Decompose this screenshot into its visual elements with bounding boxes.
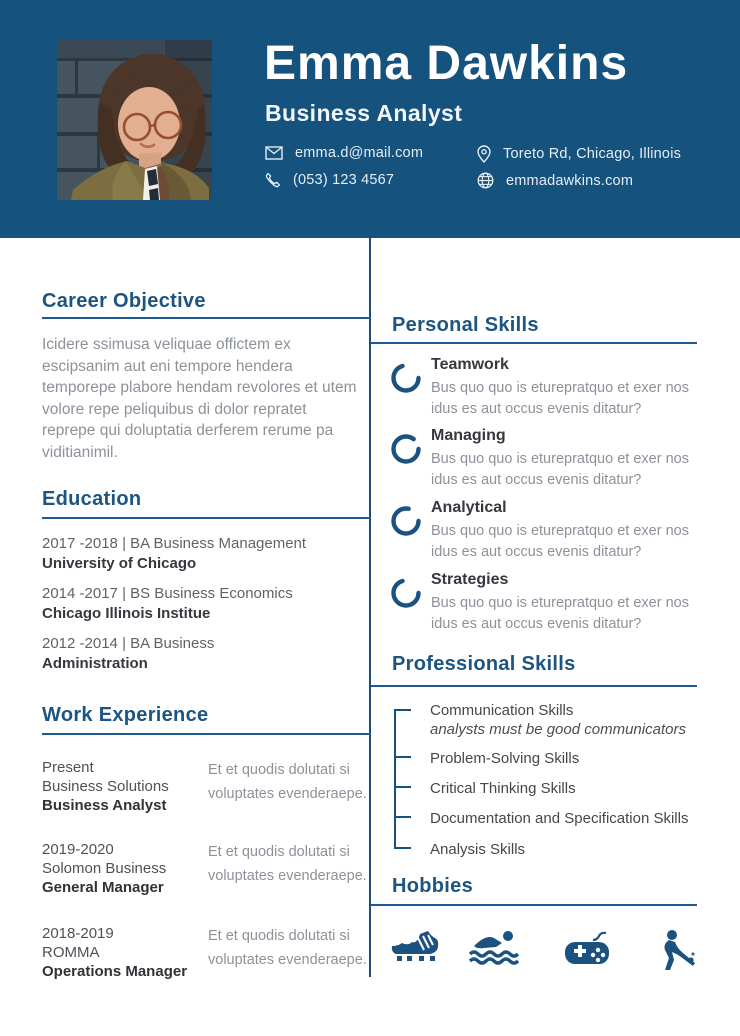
contact-address [477,145,681,163]
work-experience-rule [42,733,371,735]
professional-skill-item [430,779,710,798]
bracket-tick [394,847,411,849]
personal-skills-rule [371,342,697,344]
professional-skills-rule [371,685,697,687]
work-experience-meta [42,758,207,815]
professional-skill-label: Analysis Skills [430,841,526,858]
golf-icon [655,930,699,972]
professional-skill-item [430,749,710,768]
work-experience-heading: Work Experience [42,704,209,726]
education-entry [42,534,372,574]
personal-skill-description: Bus quo quo is eturepratquo et exer nos idus es aut occus evenis ditatur? [431,595,689,632]
globe-icon [477,172,494,189]
contact-website-text: emmadawkins.com [506,172,634,189]
person-name: Emma Dawkins [264,37,629,90]
professional-skill-label: Communication Skills [430,702,574,719]
personal-skill-name: Analytical [431,499,507,516]
work-description: Et et quodis dolutati si voluptates evenderaepe. [208,844,367,884]
bracket-tick [394,816,411,818]
gamepad-icon [563,930,613,968]
personal-skill-name: Teamwork [431,356,509,373]
education-school: University of Chicago [42,555,197,572]
professional-skill-label: Problem-Solving Skills [430,750,580,767]
professional-skill-item [430,840,710,859]
bracket-tick [394,709,411,711]
email-icon [265,146,283,160]
work-description: Et et quodis dolutati si voluptates evenderaepe. [208,928,367,968]
education-school: Administration [42,655,148,672]
education-entry [42,584,372,624]
personal-skill-description: Bus quo quo is eturepratquo et exer nos idus es aut occus evenis ditatur? [431,451,689,488]
education-school: Chicago Illinois Institue [42,605,211,622]
header [0,0,740,238]
contact-phone [265,172,394,188]
progress-ring-icon [390,362,422,394]
phone-icon [265,172,281,188]
profile-photo [57,40,212,200]
work-experience-meta [42,924,207,981]
personal-skills-heading: Personal Skills [392,314,539,336]
personal-skill-name: Managing [431,427,506,444]
bracket-tick [394,786,411,788]
work-period: 2019-2020 [42,841,114,858]
professional-skill-label: Documentation and Specification Skills [430,810,689,827]
progress-ring-icon [390,433,422,465]
contact-phone-text: (053) 123 4567 [293,172,395,188]
professional-skills-heading: Professional Skills [392,653,576,675]
work-description: Et et quodis dolutati si voluptates evenderaepe. [208,762,367,802]
work-role: General Manager [42,879,164,896]
work-company: Business Solutions [42,778,169,795]
work-company: ROMMA [42,944,100,961]
education-period-degree: 2014 -2017 | BS Business Economics [42,585,293,602]
contact-address-text: Toreto Rd, Chicago, Illinois [503,146,682,162]
person-title: Business Analyst [265,100,463,126]
work-company: Solomon Business [42,860,167,877]
personal-skill-description: Bus quo quo is eturepratquo et exer nos idus es aut occus evenis ditatur? [431,523,689,560]
education-entry [42,634,372,674]
location-icon [477,145,491,163]
work-period: Present [42,759,94,776]
work-experience-meta [42,840,207,897]
education-period-degree: 2012 -2014 | BA Business [42,635,215,652]
profile-photo-illustration [57,40,212,200]
career-objective-body: Icidere ssimusa veliquae offictem ex escipsanim aut eni tempore hendera temporepe plabore hendam revolores et utem volore repe peliquibus di dolor repratet reprepe qui doluptatia derferem rerume pa viditianimil. [42,336,357,461]
hobbies-heading: Hobbies [392,875,473,897]
bracket-line [394,710,396,849]
hobbies-rule [371,904,697,906]
professional-skill-item [430,809,710,828]
education-period-degree: 2017 -2018 | BA Business Management [42,535,307,552]
work-period: 2018-2019 [42,925,114,942]
professional-skill-item [430,701,710,739]
swimming-icon [468,930,526,966]
contact-email-text: emma.d@mail.com [295,145,424,161]
professional-skill-note: analysts must be good communicators [430,721,686,738]
soccer-cleat-icon [390,930,440,966]
professional-skill-label: Critical Thinking Skills [430,780,576,797]
work-role: Operations Manager [42,963,188,980]
personal-skill-description: Bus quo quo is eturepratquo et exer nos idus es aut occus evenis ditatur? [431,380,689,417]
career-objective-heading: Career Objective [42,290,206,312]
progress-ring-icon [390,577,422,609]
personal-skill-name: Strategies [431,571,509,588]
education-heading: Education [42,488,142,510]
education-rule [42,517,371,519]
work-role: Business Analyst [42,797,167,814]
career-objective-rule [42,317,371,319]
bracket-tick [394,756,411,758]
progress-ring-icon [390,505,422,537]
contact-email [265,145,423,161]
contact-website [477,172,633,189]
